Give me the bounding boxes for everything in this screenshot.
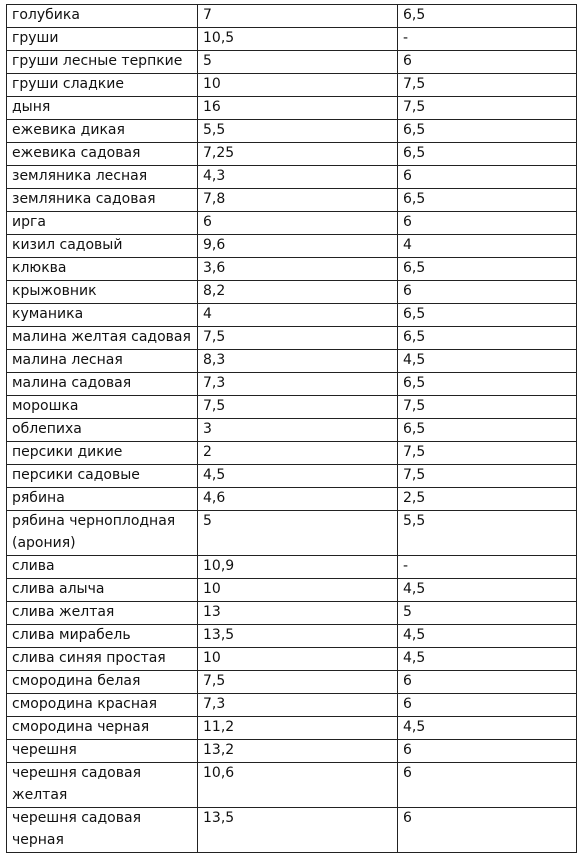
value-b-cell: 6,5 [398, 5, 577, 28]
value-a-cell: 5 [198, 51, 398, 74]
table-row [7, 350, 577, 373]
value-b-cell: 7,5 [398, 442, 577, 465]
value-a-cell: 13,5 [198, 808, 398, 853]
value-a-cell: 7 [198, 5, 398, 28]
table-row [7, 212, 577, 235]
value-b-cell: 4,5 [398, 579, 577, 602]
table-row [7, 717, 577, 740]
table-row [7, 556, 577, 579]
fruit-name-cell: слива [7, 556, 198, 579]
value-b-cell: 4,5 [398, 625, 577, 648]
value-b-cell: 6 [398, 808, 577, 853]
value-b-cell: 4,5 [398, 717, 577, 740]
value-a-cell: 6 [198, 212, 398, 235]
value-b-cell: 6 [398, 763, 577, 808]
value-a-cell: 4,5 [198, 465, 398, 488]
value-a-cell: 4,3 [198, 166, 398, 189]
fruit-name-cell: малина желтая садовая [7, 327, 198, 350]
value-b-cell: 6,5 [398, 258, 577, 281]
fruit-name-cell: куманика [7, 304, 198, 327]
table-row [7, 166, 577, 189]
value-b-cell: 4 [398, 235, 577, 258]
value-b-cell: 6 [398, 281, 577, 304]
value-b-cell: 6,5 [398, 120, 577, 143]
value-a-cell: 7,8 [198, 189, 398, 212]
fruit-name-cell: смородина красная [7, 694, 198, 717]
value-b-cell: 5,5 [398, 511, 577, 556]
fruit-name-cell: черешня садовая желтая [7, 763, 198, 808]
fruit-name-cell: клюква [7, 258, 198, 281]
value-b-cell: 6,5 [398, 373, 577, 396]
table-row [7, 143, 577, 166]
value-a-cell: 10,5 [198, 28, 398, 51]
table-row [7, 419, 577, 442]
value-a-cell: 8,2 [198, 281, 398, 304]
value-a-cell: 10,9 [198, 556, 398, 579]
value-a-cell: 4 [198, 304, 398, 327]
value-a-cell: 10 [198, 648, 398, 671]
fruit-name-cell: черешня садовая черная [7, 808, 198, 853]
table-row [7, 97, 577, 120]
table-row [7, 808, 577, 853]
value-a-cell: 5 [198, 511, 398, 556]
value-a-cell: 5,5 [198, 120, 398, 143]
table-row [7, 763, 577, 808]
table-row [7, 5, 577, 28]
value-a-cell: 13,5 [198, 625, 398, 648]
value-a-cell: 16 [198, 97, 398, 120]
value-b-cell: 6 [398, 740, 577, 763]
table-row [7, 465, 577, 488]
value-b-cell: 6,5 [398, 143, 577, 166]
table-row [7, 304, 577, 327]
fruit-name-cell: смородина белая [7, 671, 198, 694]
fruit-name-cell: груши лесные терпкие [7, 51, 198, 74]
value-b-cell: 6 [398, 671, 577, 694]
fruit-name-cell: облепиха [7, 419, 198, 442]
table-row [7, 281, 577, 304]
fruit-name-cell: слива желтая [7, 602, 198, 625]
value-b-cell: - [398, 28, 577, 51]
table-row [7, 28, 577, 51]
value-a-cell: 8,3 [198, 350, 398, 373]
value-b-cell: 4,5 [398, 350, 577, 373]
value-a-cell: 4,6 [198, 488, 398, 511]
fruit-name-cell: ежевика дикая [7, 120, 198, 143]
fruit-name-cell: слива синяя простая [7, 648, 198, 671]
fruit-name-cell: земляника лесная [7, 166, 198, 189]
table-body [7, 5, 577, 853]
table-row [7, 602, 577, 625]
fruit-name-cell: малина садовая [7, 373, 198, 396]
fruit-name-cell: ежевика садовая [7, 143, 198, 166]
fruit-name-cell: дыня [7, 97, 198, 120]
table-row [7, 396, 577, 419]
table-row [7, 511, 577, 556]
fruit-name-cell: кизил садовый [7, 235, 198, 258]
value-b-cell: 6,5 [398, 419, 577, 442]
value-b-cell: 2,5 [398, 488, 577, 511]
value-b-cell: 6 [398, 166, 577, 189]
table-row [7, 74, 577, 97]
table-row [7, 740, 577, 763]
table-row [7, 579, 577, 602]
table-row [7, 235, 577, 258]
value-b-cell: 7,5 [398, 74, 577, 97]
table-row [7, 258, 577, 281]
fruit-name-cell: персики садовые [7, 465, 198, 488]
value-a-cell: 7,25 [198, 143, 398, 166]
fruit-name-cell: слива алыча [7, 579, 198, 602]
value-a-cell: 10 [198, 579, 398, 602]
value-a-cell: 7,3 [198, 694, 398, 717]
value-a-cell: 10 [198, 74, 398, 97]
value-b-cell: 5 [398, 602, 577, 625]
value-b-cell: 6 [398, 694, 577, 717]
value-a-cell: 10,6 [198, 763, 398, 808]
fruit-name-cell: смородина черная [7, 717, 198, 740]
table-row [7, 625, 577, 648]
table-row [7, 51, 577, 74]
value-a-cell: 13 [198, 602, 398, 625]
table-row [7, 327, 577, 350]
value-a-cell: 7,5 [198, 327, 398, 350]
value-a-cell: 2 [198, 442, 398, 465]
value-b-cell: 4,5 [398, 648, 577, 671]
value-b-cell: 6,5 [398, 327, 577, 350]
value-b-cell: 7,5 [398, 465, 577, 488]
fruit-name-cell: малина лесная [7, 350, 198, 373]
table-row [7, 120, 577, 143]
value-a-cell: 3,6 [198, 258, 398, 281]
fruit-name-cell: земляника садовая [7, 189, 198, 212]
value-b-cell: 6,5 [398, 304, 577, 327]
value-b-cell: - [398, 556, 577, 579]
table-row [7, 671, 577, 694]
fruit-name-cell: крыжовник [7, 281, 198, 304]
table-row [7, 189, 577, 212]
table-row [7, 488, 577, 511]
value-a-cell: 9,6 [198, 235, 398, 258]
value-a-cell: 3 [198, 419, 398, 442]
fruit-name-cell: рябина черноплодная (арония) [7, 511, 198, 556]
table-row [7, 648, 577, 671]
value-a-cell: 11,2 [198, 717, 398, 740]
value-b-cell: 6 [398, 51, 577, 74]
value-b-cell: 7,5 [398, 396, 577, 419]
value-a-cell: 7,5 [198, 671, 398, 694]
table-row [7, 694, 577, 717]
fruit-name-cell: рябина [7, 488, 198, 511]
table-row [7, 373, 577, 396]
table-row [7, 442, 577, 465]
fruit-name-cell: голубика [7, 5, 198, 28]
fruit-name-cell: слива мирабель [7, 625, 198, 648]
value-b-cell: 7,5 [398, 97, 577, 120]
fruit-name-cell: груши сладкие [7, 74, 198, 97]
value-b-cell: 6,5 [398, 189, 577, 212]
value-a-cell: 7,5 [198, 396, 398, 419]
fruit-name-cell: черешня [7, 740, 198, 763]
fruit-name-cell: морошка [7, 396, 198, 419]
fruit-name-cell: персики дикие [7, 442, 198, 465]
value-a-cell: 7,3 [198, 373, 398, 396]
fruit-name-cell: груши [7, 28, 198, 51]
value-b-cell: 6 [398, 212, 577, 235]
data-table [6, 4, 577, 853]
fruit-name-cell: ирга [7, 212, 198, 235]
value-a-cell: 13,2 [198, 740, 398, 763]
